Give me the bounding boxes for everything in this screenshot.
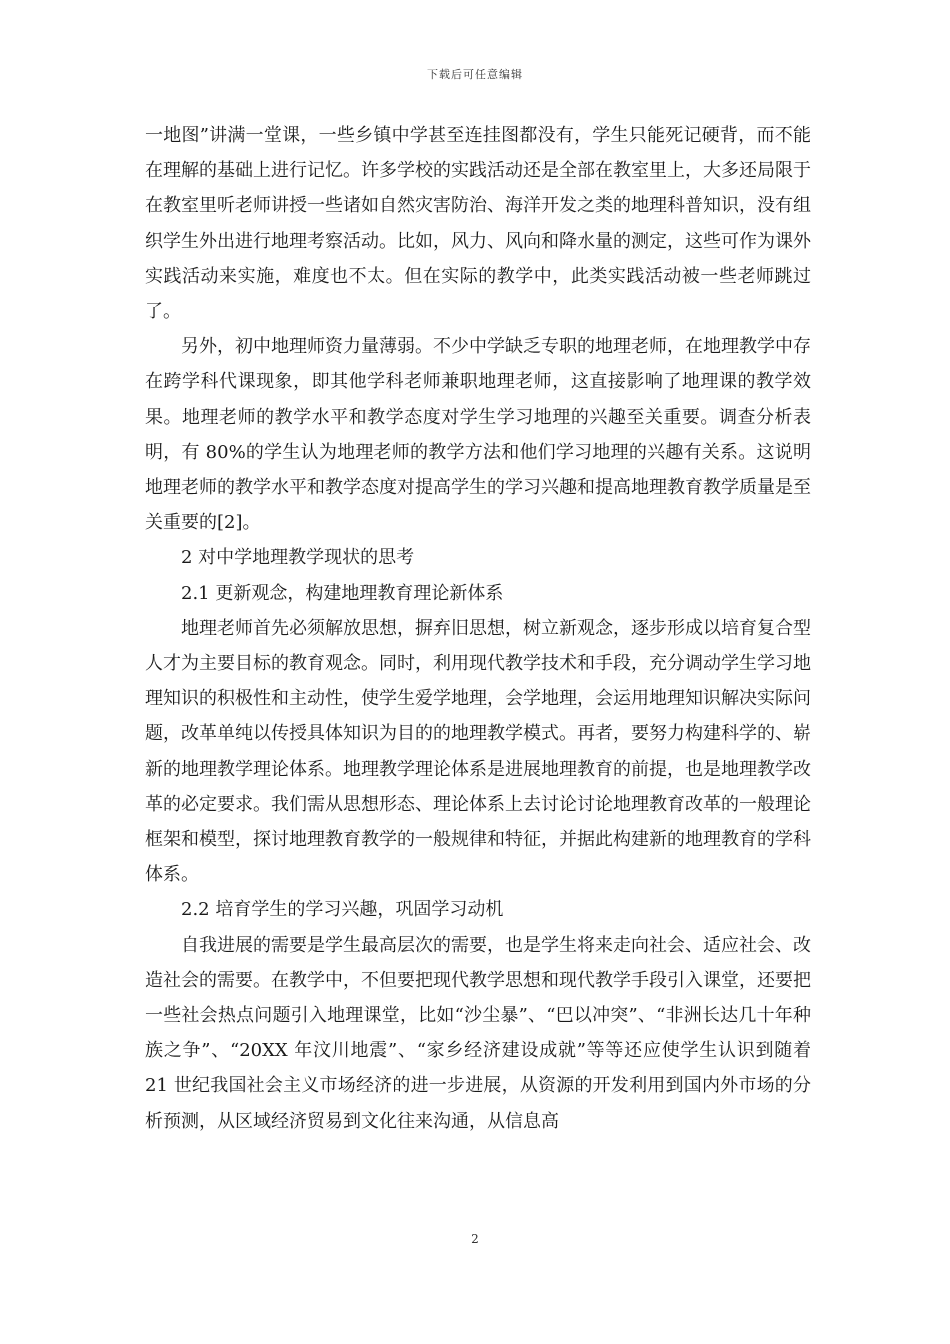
subsection-heading-2-1: 2.1 更新观念，构建地理教育理论新体系	[181, 582, 504, 604]
document-body	[145, 118, 811, 1139]
paragraph-learning-interest: 自我进展的需要是学生最高层次的需要，也是学生将来走向社会、适应社会、改造社会的需要。在教学中，不但要把现代教学思想和现代教学手段引入课堂，还要把一些社会热点问题引入地理课堂，比如“沙尘暴”、“巴以冲突”、“非洲长达几十年种族之争”、“20XX 年汶川地震”、“家乡经济建设成就”等等还应使学生认识到随着 21 世纪我国社会主义市场经济的进一步进展，从资源的开发利用到国内外市场的分析预测，从区域经济贸易到文化往来沟通，从信息高	[145, 934, 811, 1132]
paragraph-update-concepts: 地理老师首先必须解放思想，摒弃旧思想，树立新观念，逐步形成以培育复合型人才为主要目标的教育观念。同时，利用现代教学技术和手段，充分调动学生学习地理知识的积极性和主动性，使学生爱学地理，会学地理，会运用地理知识解决实际问题，改革单纯以传授具体知识为目的的地理教学模式。再者，要努力构建科学的、崭新的地理教学理论体系。地理教学理论体系是进展地理教育的前提，也是地理教学改革的必定要求。我们需从思想形态、理论体系上去讨论讨论地理教育改革的一般理论框架和模型，探讨地理教育教学的一般规律和特征，并据此构建新的地理教育的学科体系。	[145, 617, 811, 886]
subsection-heading-2-2: 2.2 培育学生的学习兴趣，巩固学习动机	[181, 899, 504, 921]
page-header-watermark: 下载后可任意编辑	[427, 68, 523, 81]
section-heading-2: 2 对中学地理教学现状的思考	[181, 547, 415, 569]
paragraph-teacher-resources: 另外，初中地理师资力量薄弱。不少中学缺乏专职的地理老师，在地理教学中存在跨学科代课现象，即其他学科老师兼职地理老师，这直接影响了地理课的教学效果。地理老师的教学水平和教学态度对学生学习地理的兴趣至关重要。调查分析表明，有 80%的学生认为地理老师的教学方法和他们学习地理的兴趣有关系。这说明地理老师的教学水平和教学态度对提高学生的学习兴趣和提高地理教育教学质量是至关重要的[2]。	[145, 336, 811, 534]
page-number: 2	[471, 1232, 479, 1246]
paragraph-practice-activities: 一地图”讲满一堂课，一些乡镇中学甚至连挂图都没有，学生只能死记硬背，而不能在理解的基础上进行记忆。许多学校的实践活动还是全部在教室里上，大多还局限于在教室里听老师讲授一些诸如自然灾害防治、海洋开发之类的地理科普知识，没有组织学生外出进行地理考察活动。比如，风力、风向和降水量的测定，这些可作为课外实践活动来实施，难度也不太。但在实际的教学中，此类实践活动被一些老师跳过了。	[145, 125, 811, 323]
